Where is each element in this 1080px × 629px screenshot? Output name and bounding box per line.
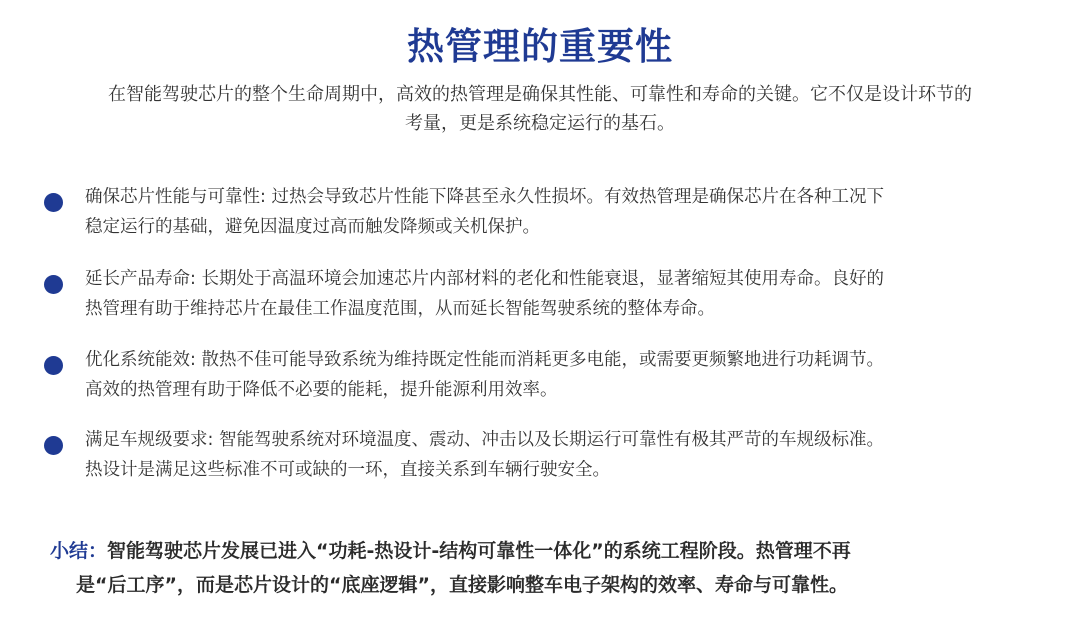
intro-line-2: 考量，更是系统稳定运行的基石。 (405, 113, 675, 134)
intro-line-1: 在智能驾驶芯片的整个生命周期中，高效的热管理是确保其性能、可靠性和寿命的关键。它不仅是设计环节的 (108, 84, 972, 105)
bullet-dot-icon (44, 193, 63, 212)
list-item-line-1: 确保芯片性能与可靠性: 过热会导致芯片性能下降甚至永久性损坏。有效热管理是确保芯片在各种工况下 (85, 187, 884, 207)
list-item-lifetime (44, 264, 1044, 324)
list-item-line-1: 延长产品寿命: 长期处于高温环境会加速芯片内部材料的老化和性能衰退，显著缩短其使用寿命。良好的 (85, 269, 884, 289)
list-item-efficiency (44, 345, 1044, 405)
bullet-dot-icon (44, 436, 63, 455)
bullet-dot-icon (44, 275, 63, 294)
summary-block (50, 534, 1050, 602)
list-item-line-1: 满足车规级要求: 智能驾驶系统对环境温度、震动、冲击以及长期运行可靠性有极其严苛的车规级标准。 (85, 430, 884, 450)
list-item-line-2: 高效的热管理有助于降低不必要的能耗，提升能源利用效率。 (85, 380, 558, 400)
bullet-dot-icon (44, 356, 63, 375)
list-item-line-2: 热设计是满足这些标准不可或缺的一环，直接关系到车辆行驶安全。 (85, 460, 610, 480)
page-title: 热管理的重要性 (407, 25, 673, 68)
list-item-automotive-grade (44, 425, 1044, 485)
intro-paragraph (40, 80, 1040, 138)
list-item-performance (44, 182, 1044, 242)
summary-line-1: 智能驾驶芯片发展已进入“功耗-热设计-结构可靠性一体化”的系统工程阶段。热管理不再 (107, 540, 851, 562)
summary-label: 小结： (50, 540, 108, 562)
summary-line-2: 是“后工序”，而是芯片设计的“底座逻辑”，直接影响整车电子架构的效率、寿命与可靠性。 (76, 574, 848, 596)
list-item-line-2: 热管理有助于维持芯片在最佳工作温度范围，从而延长智能驾驶系统的整体寿命。 (85, 299, 715, 319)
list-item-line-2: 稳定运行的基础，避免因温度过高而触发降频或关机保护。 (85, 217, 540, 237)
list-item-line-1: 优化系统能效: 散热不佳可能导致系统为维持既定性能而消耗更多电能，或需要更频繁地进行功耗调节。 (85, 350, 884, 370)
importance-list (44, 182, 1044, 507)
